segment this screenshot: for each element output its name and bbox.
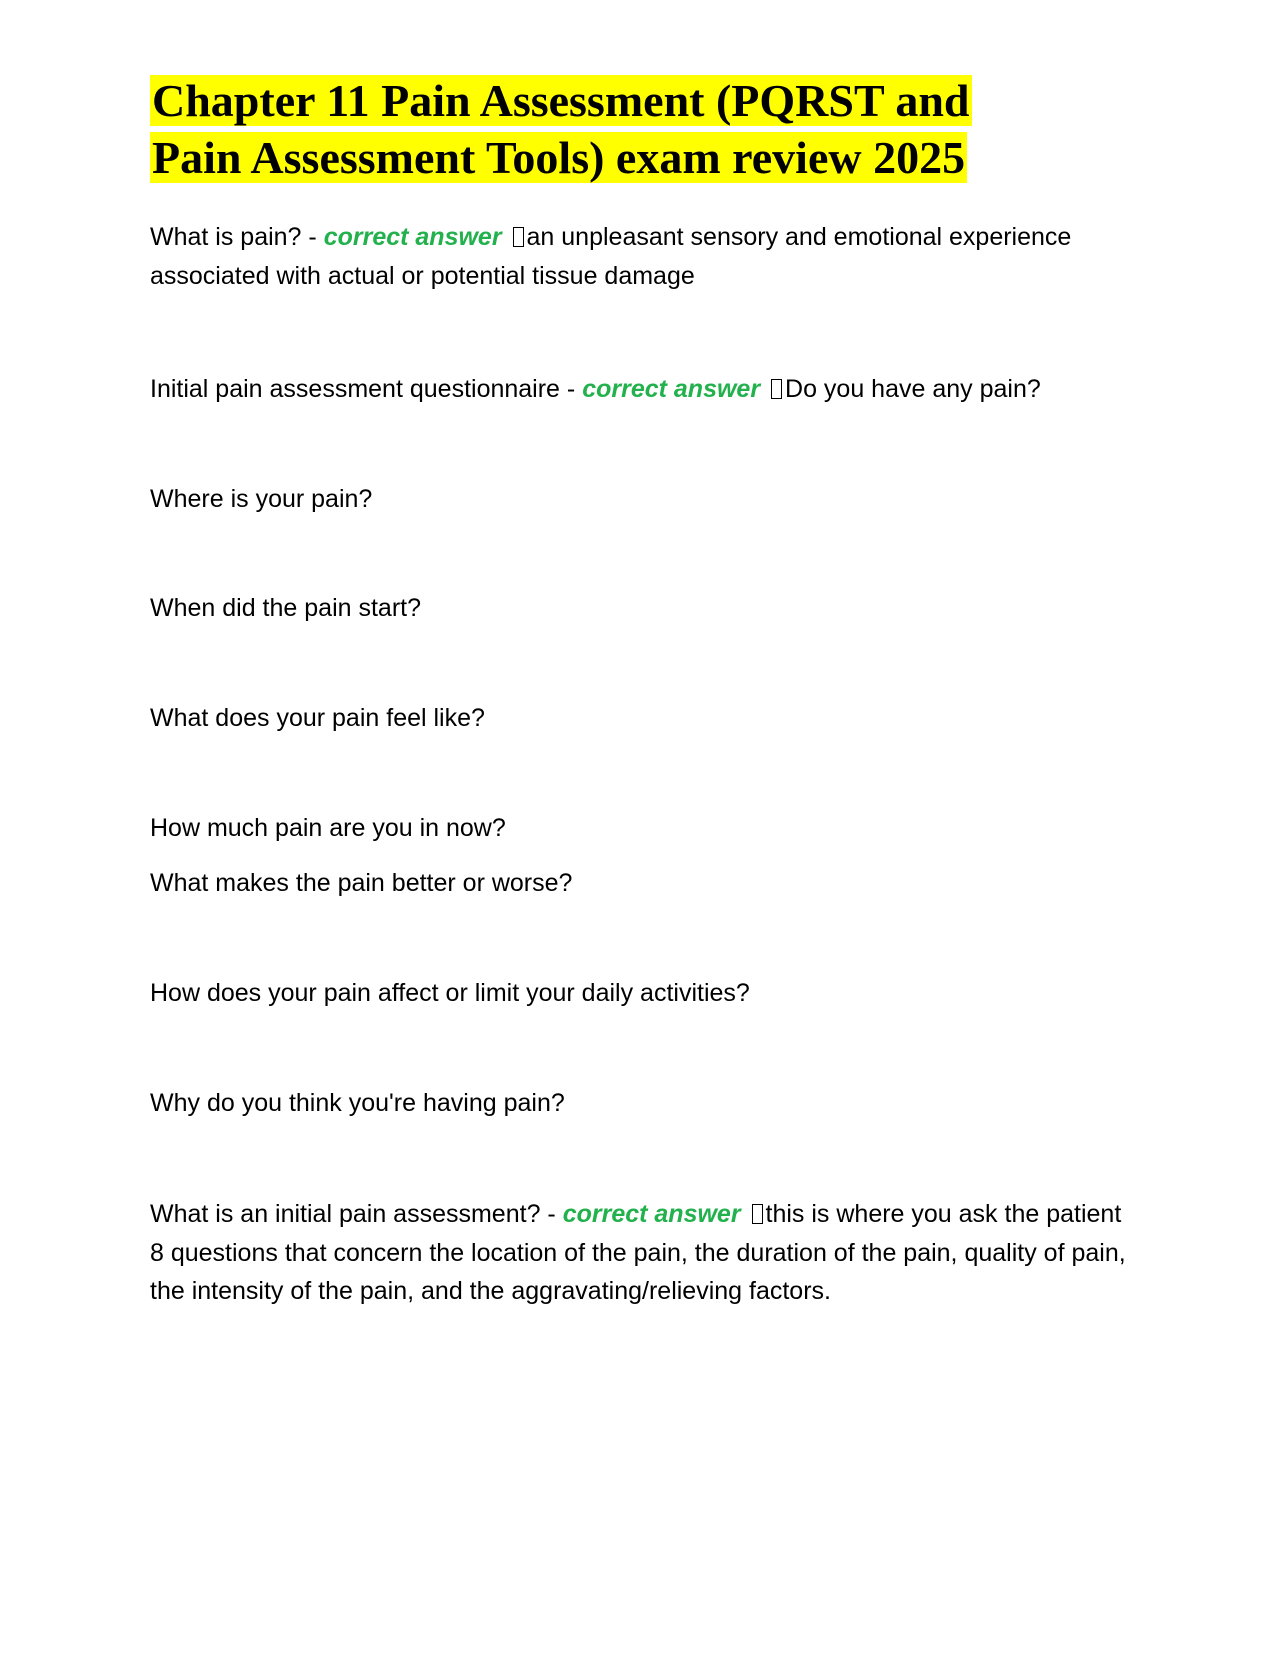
- answer-text: an unpleasant sensory and emotional experience associated with actual or potential tissue damage: [150, 223, 1072, 290]
- questionnaire-line: When did the pain start?: [150, 594, 421, 622]
- question-text: What is an initial pain assessment? -: [150, 1200, 563, 1228]
- questionnaire-line: How does your pain affect or limit your daily activities?: [150, 979, 750, 1007]
- qa-what-is-pain: [150, 218, 1140, 295]
- qa-initial-assessment: [150, 1195, 1140, 1311]
- answer-label: correct answer: [323, 223, 502, 251]
- question-text: Initial pain assessment questionnaire -: [150, 375, 583, 403]
- empty-box-icon: [513, 227, 524, 247]
- document-title: [150, 72, 1150, 186]
- answer-text: this is where you ask the patient 8 questions that concern the location of the pain, the duration of the pain, quality of pain, the intensity of the pain, and the aggravating/relieving factors.: [150, 1200, 1126, 1305]
- questionnaire-line: How much pain are you in now?: [150, 814, 506, 842]
- questionnaire-line: What does your pain feel like?: [150, 704, 485, 732]
- qa-initial-questionnaire: [150, 370, 1140, 409]
- empty-box-icon: [752, 1204, 763, 1224]
- answer-label: correct answer: [562, 1200, 741, 1228]
- answer-label: correct answer: [582, 375, 761, 403]
- questionnaire-line: What makes the pain better or worse?: [150, 869, 573, 897]
- title-line-1: Chapter 11 Pain Assessment (PQRST and: [152, 75, 970, 126]
- question-text: What is pain? -: [150, 223, 324, 251]
- questionnaire-line: Where is your pain?: [150, 485, 373, 513]
- title-line-2: Pain Assessment Tools) exam review 2025: [152, 132, 966, 183]
- empty-box-icon: [771, 379, 782, 399]
- answer-text: Do you have any pain?: [785, 375, 1041, 403]
- questionnaire-line: Why do you think you're having pain?: [150, 1089, 565, 1117]
